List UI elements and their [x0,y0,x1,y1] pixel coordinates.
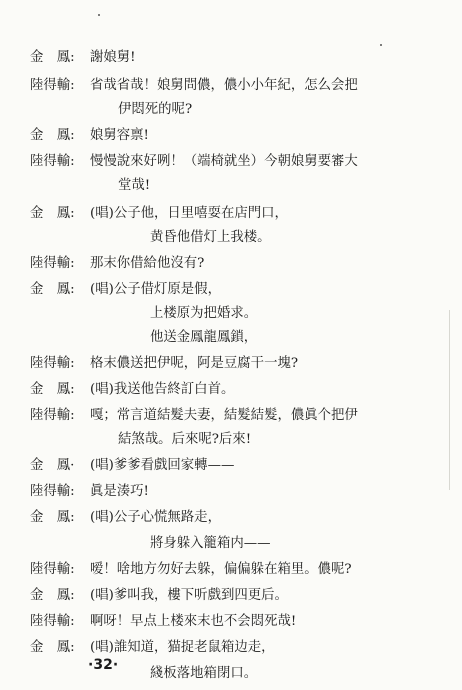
dialogue-text: (唱)爹叫我，樓下听戲到四更后。 [90,588,288,603]
dialogue-text: 上楼原为把婚求。 [150,306,258,321]
speaker-name: 陸得輸: [30,562,75,577]
speaker-name: 金 鳳: [30,128,75,143]
dialogue-text: 格末儂送把伊呢，阿是豆腐干一塊? [90,356,299,371]
dialogue-text: 綫板落地箱閉口。 [150,666,258,681]
speaker-name: 金 鳳: [30,510,75,525]
dialogue-text: (唱)公子借灯原是假， [90,282,221,297]
dialogue-text: (唱)我送他告終訂白首。 [90,382,235,397]
dialogue-text: (唱)爹爹看戲回家轉—— [90,458,235,473]
speaker-name: 金 鳳: [30,588,75,603]
dialogue-text: 伊悶死的呢? [118,102,193,117]
dialogue-text: 那末你借給他沒有? [90,256,205,271]
speaker-name: 金 鳳: [30,50,75,65]
dialogue-text: (唱)公子他，日里嘻耍在店門口， [90,206,288,221]
page-number: ·32· [88,657,119,673]
speaker-name: 金 鳳: [30,282,75,297]
speaker-name: 陸得輸: [30,78,75,93]
dialogue-text: 啊呀！早点上楼來末也不会悶死哉! [90,614,297,629]
speaker-name: 陸得輸: [30,484,75,499]
dialogue-text: 將身躲入籠箱内—— [150,536,271,551]
dialogue-text: 眞是湊巧! [90,484,149,499]
dialogue-text: 謝娘舅! [90,50,136,65]
dialogue-text: 嗳！啥地方勿好去躲，偏偏躲在箱里。儂呢? [90,562,352,577]
dialogue-text: 堂哉! [118,178,151,193]
paper-speck [98,14,100,16]
speaker-name: 金 鳳: [30,640,75,655]
dialogue-text: 慢慢說來好咧！（端椅就坐）今朝娘舅要審大 [90,154,358,169]
dialogue-text: (唱)誰知道，猫捉老鼠箱边走， [90,640,275,655]
dialogue-text: 省哉省哉！娘舅問儂，儂小小年紀，怎么会把 [90,78,358,93]
speaker-name: 金 鳳· [30,458,75,473]
speaker-name: 陸得輸: [30,356,75,371]
speaker-name: 陸得輸: [30,408,75,423]
dialogue-text: (唱)公子心慌無路走， [90,510,221,525]
speaker-name: 陸得輸: [30,256,75,271]
speaker-name: 陸得輸: [30,154,75,169]
dialogue-text: 他送金鳳龍鳳鎖， [150,330,258,345]
speaker-name: 陸得輸: [30,614,75,629]
dialogue-text: 娘舅容禀! [90,128,149,143]
dialogue-text: 結煞哉。后來呢?后來! [118,432,252,447]
speaker-name: 金 鳳: [30,206,75,221]
dialogue-text: 嘎；常言道結髮夫妻，結髮結髮，儂眞个把伊 [90,408,358,423]
speaker-name: 金 鳳: [30,382,75,397]
dialogue-text: 黄昏他借灯上我楼。 [150,230,271,245]
